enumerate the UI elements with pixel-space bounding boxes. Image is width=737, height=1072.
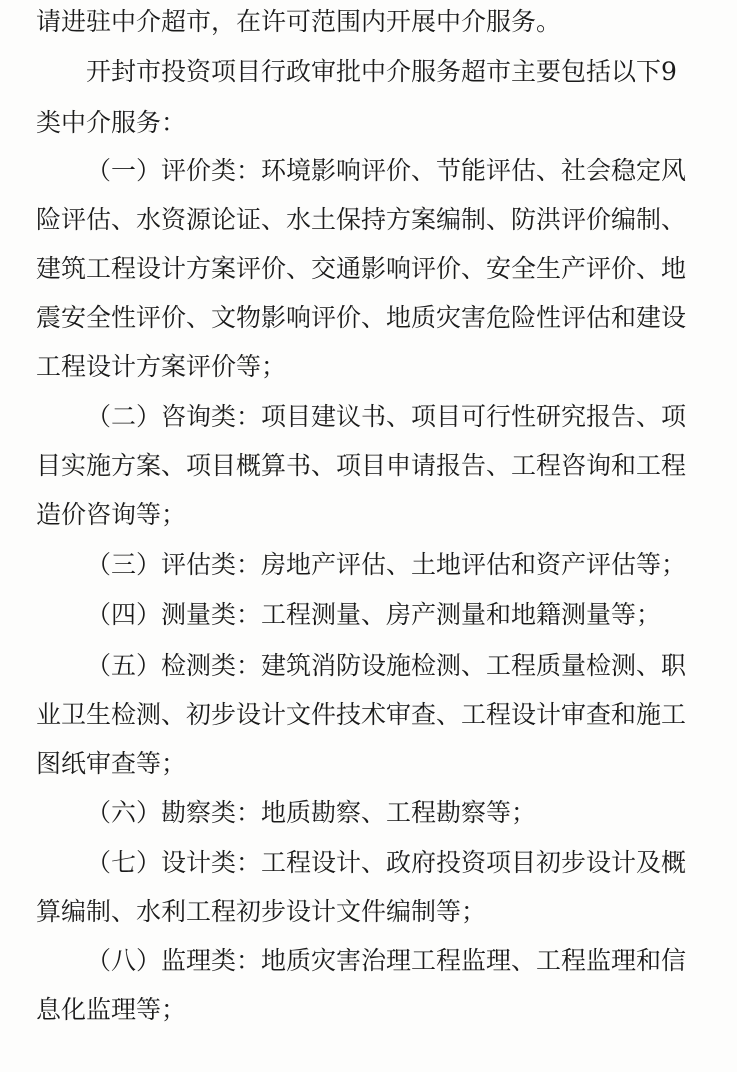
text-line-18-content: （七）设计类：工程设计、政府投资项目初步设计及概: [86, 848, 687, 877]
text-line-19-content: 算编制、水利工程初步设计文件编制等；: [36, 897, 487, 926]
text-line-2: [0, 47, 737, 97]
text-line-16-content: 图纸审查等；: [36, 749, 187, 778]
text-line-1-content: 请进驻中介超市，在许可范围内开展中介服务。: [36, 7, 562, 36]
text-line-1: [0, 0, 737, 47]
text-line-13: [0, 590, 737, 640]
text-line-21-content: 息化监理等；: [36, 995, 187, 1024]
text-line-16: [0, 739, 737, 789]
text-line-12: [0, 540, 737, 590]
text-line-13-content: （四）测量类：工程测量、房产测量和地籍测量等；: [86, 600, 662, 629]
text-line-10-content: 目实施方案、项目概算书、项目申请报告、工程咨询和工程: [36, 451, 687, 480]
text-line-5-content: 险评估、水资源论证、水土保持方案编制、防洪评价编制、: [36, 205, 687, 234]
text-line-17: [0, 788, 737, 838]
text-line-9: [0, 392, 737, 442]
text-line-11-content: 造价咨询等；: [36, 500, 187, 529]
text-line-3-content: 类中介服务：: [36, 108, 187, 137]
text-line-7-content: 震安全性评价、文物影响评价、地质灾害危险性评估和建设: [36, 303, 687, 332]
text-line-5: [0, 195, 737, 245]
text-line-15: [0, 690, 737, 740]
text-line-17-content: （六）勘察类：地质勘察、工程勘察等；: [86, 798, 537, 827]
text-line-21: [0, 985, 737, 1035]
text-line-4-content: （一）评价类：环境影响评价、节能评估、社会稳定风: [86, 156, 687, 185]
text-line-20: [0, 936, 737, 986]
text-line-7: [0, 293, 737, 343]
text-line-9-content: （二）咨询类：项目建议书、项目可行性研究报告、项: [86, 402, 687, 431]
text-line-6-content: 建筑工程设计方案评价、交通影响评价、安全生产评价、地: [36, 254, 687, 283]
text-line-4: [0, 146, 737, 196]
text-line-11: [0, 490, 737, 540]
text-line-10: [0, 441, 737, 491]
text-line-20-content: （八）监理类：地质灾害治理工程监理、工程监理和信: [86, 946, 687, 975]
text-line-14: [0, 641, 737, 691]
text-line-8: [0, 342, 737, 392]
text-line-3: [0, 98, 737, 148]
text-line-15-content: 业卫生检测、初步设计文件技术审查、工程设计审查和施工: [36, 700, 687, 729]
text-line-18: [0, 838, 737, 888]
text-line-12-content: （三）评估类：房地产评估、土地评估和资产评估等；: [86, 550, 687, 579]
text-line-14-content: （五）检测类：建筑消防设施检测、工程质量检测、职: [86, 651, 687, 680]
text-line-19: [0, 887, 737, 937]
text-line-2-content: 开封市投资项目行政审批中介服务超市主要包括以下9: [86, 57, 677, 86]
text-line-6: [0, 244, 737, 294]
text-line-8-content: 工程设计方案评价等；: [36, 352, 287, 381]
